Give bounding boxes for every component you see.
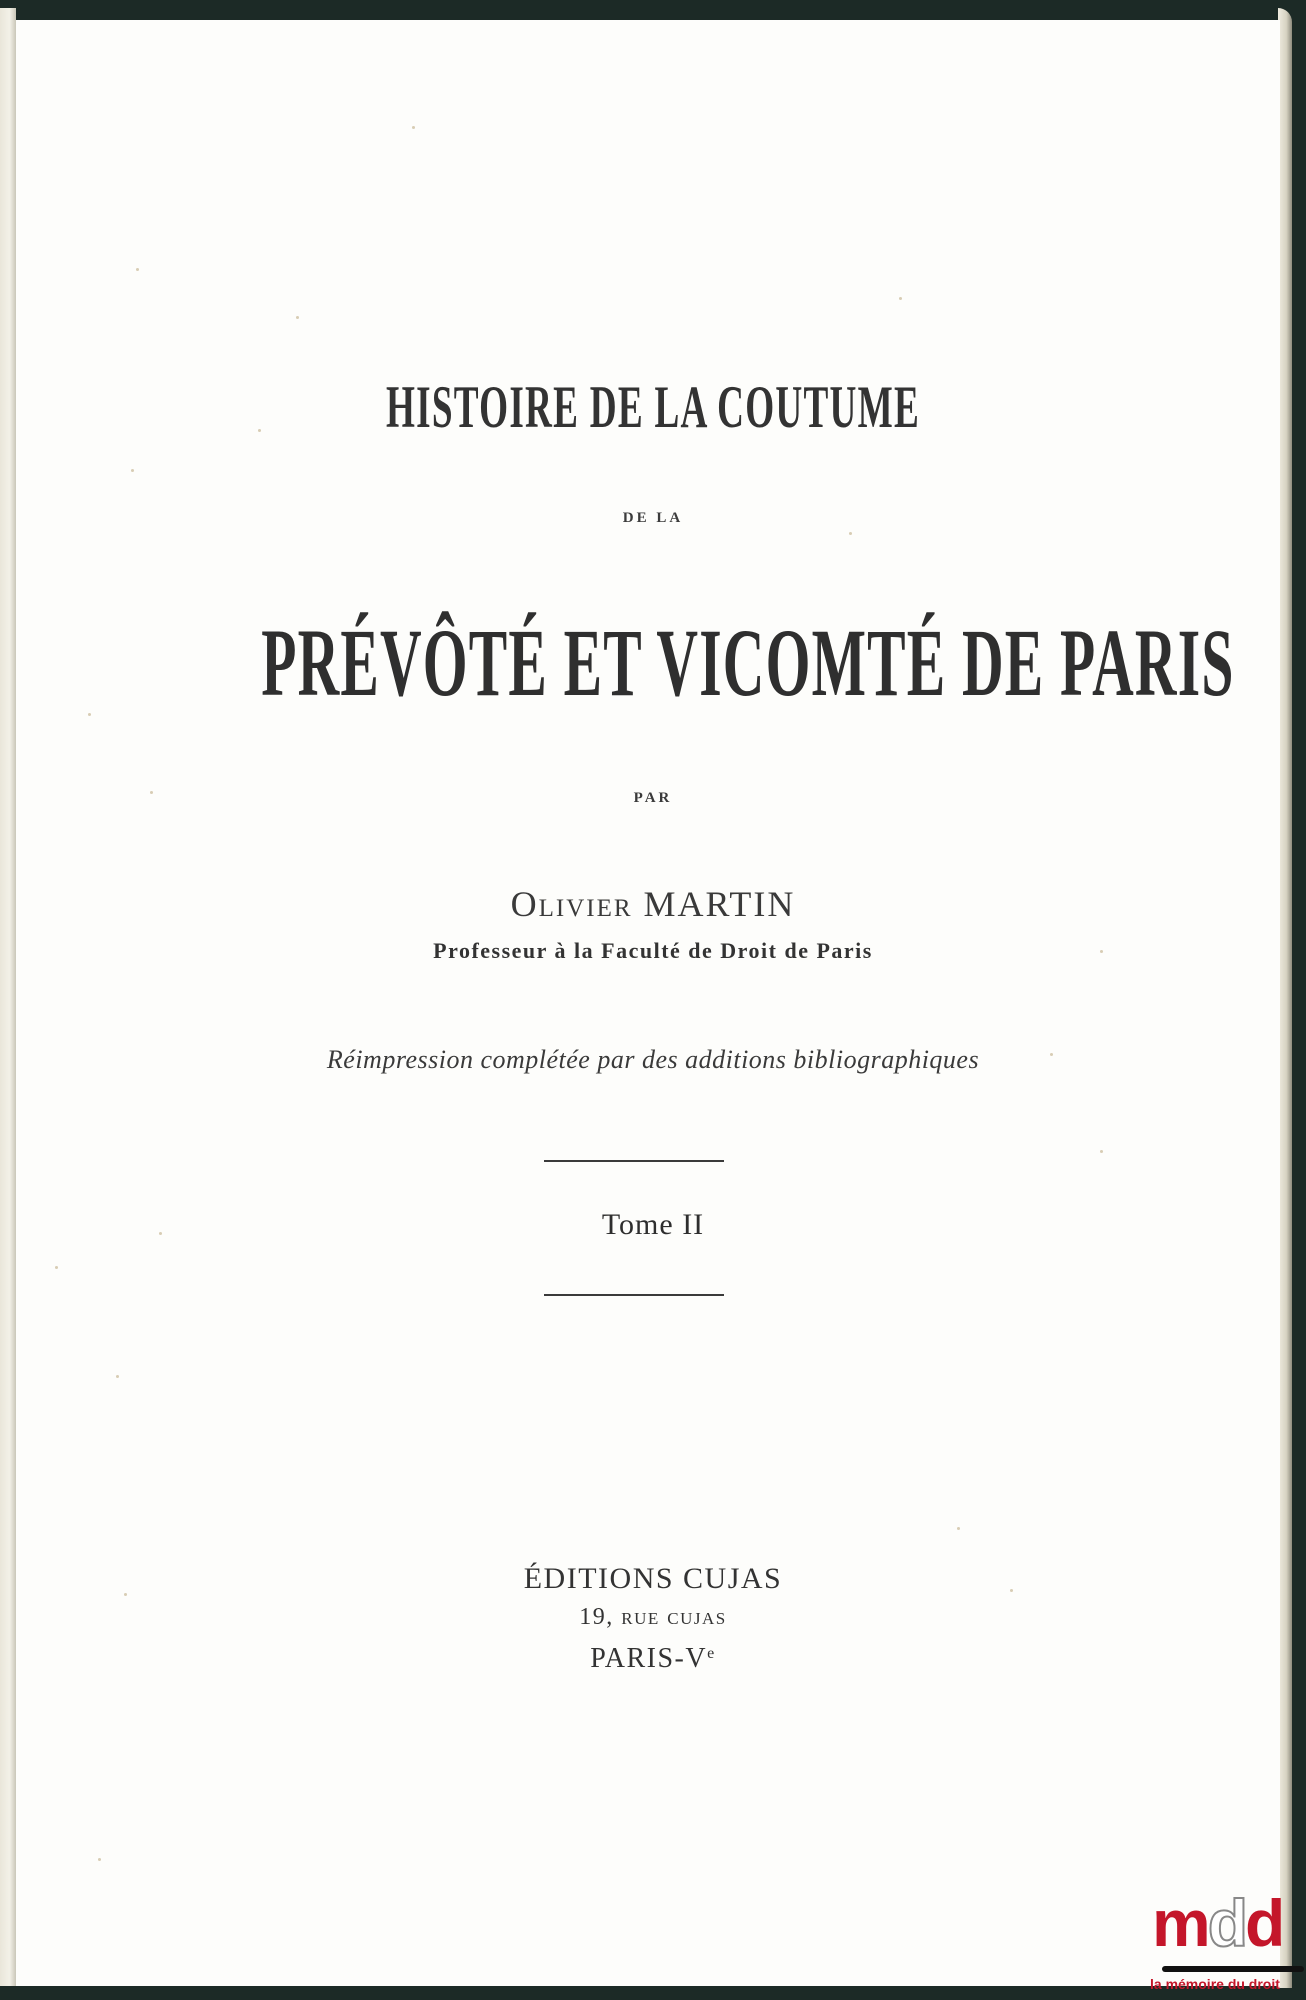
- publisher-city: [0, 1643, 1306, 1675]
- paper-speck: [55, 1266, 58, 1269]
- paper-speck: [98, 1858, 101, 1861]
- mdd-watermark-logo: [1140, 1880, 1306, 2000]
- title-connector: DE LA: [622, 510, 684, 526]
- paper-speck: [1010, 1589, 1013, 1592]
- volume-label: Tome II: [601, 1208, 705, 1241]
- divider-top: [544, 1160, 724, 1162]
- publisher-address: 19, rue cujas: [579, 1604, 727, 1630]
- logo-tagline: la mémoire du droit: [1150, 1976, 1280, 1992]
- paper-speck: [88, 713, 91, 716]
- paper-speck: [131, 469, 134, 472]
- author-name: Olivier MARTIN: [510, 884, 796, 924]
- paper-speck: [124, 1593, 127, 1596]
- divider-bottom: [544, 1294, 724, 1296]
- paper-speck: [957, 1527, 960, 1530]
- paper-speck: [116, 1375, 119, 1378]
- title-line-1: HISTOIRE DE LA COUTUME: [385, 374, 921, 440]
- logo-underline: [1162, 1966, 1304, 1972]
- paper-speck: [899, 297, 902, 300]
- paper-speck: [849, 532, 852, 535]
- paper-speck: [150, 791, 153, 794]
- paper-speck: [296, 316, 299, 319]
- title-line-2: PRÉVÔTÉ ET VICOMTÉ DE PARIS: [261, 609, 1235, 716]
- by-label: PAR: [633, 790, 673, 806]
- paper-speck: [136, 268, 139, 271]
- publisher-name: ÉDITIONS CUJAS: [523, 1562, 783, 1595]
- paper-speck: [1100, 1150, 1103, 1153]
- paper-speck: [1100, 950, 1103, 953]
- city-superscript: e: [707, 1645, 716, 1662]
- reprint-note: Réimpression complétée par des additions bibliographiques: [326, 1045, 980, 1074]
- paper-speck: [412, 126, 415, 129]
- city-text: PARIS-V: [590, 1643, 708, 1674]
- paper-speck: [258, 429, 261, 432]
- author-role: Professeur à la Faculté de Droit de Paris: [433, 938, 873, 963]
- paper-speck: [159, 1232, 162, 1235]
- mdd-logo-letters: mdd: [1152, 1886, 1283, 1960]
- paper-speck: [1050, 1053, 1053, 1056]
